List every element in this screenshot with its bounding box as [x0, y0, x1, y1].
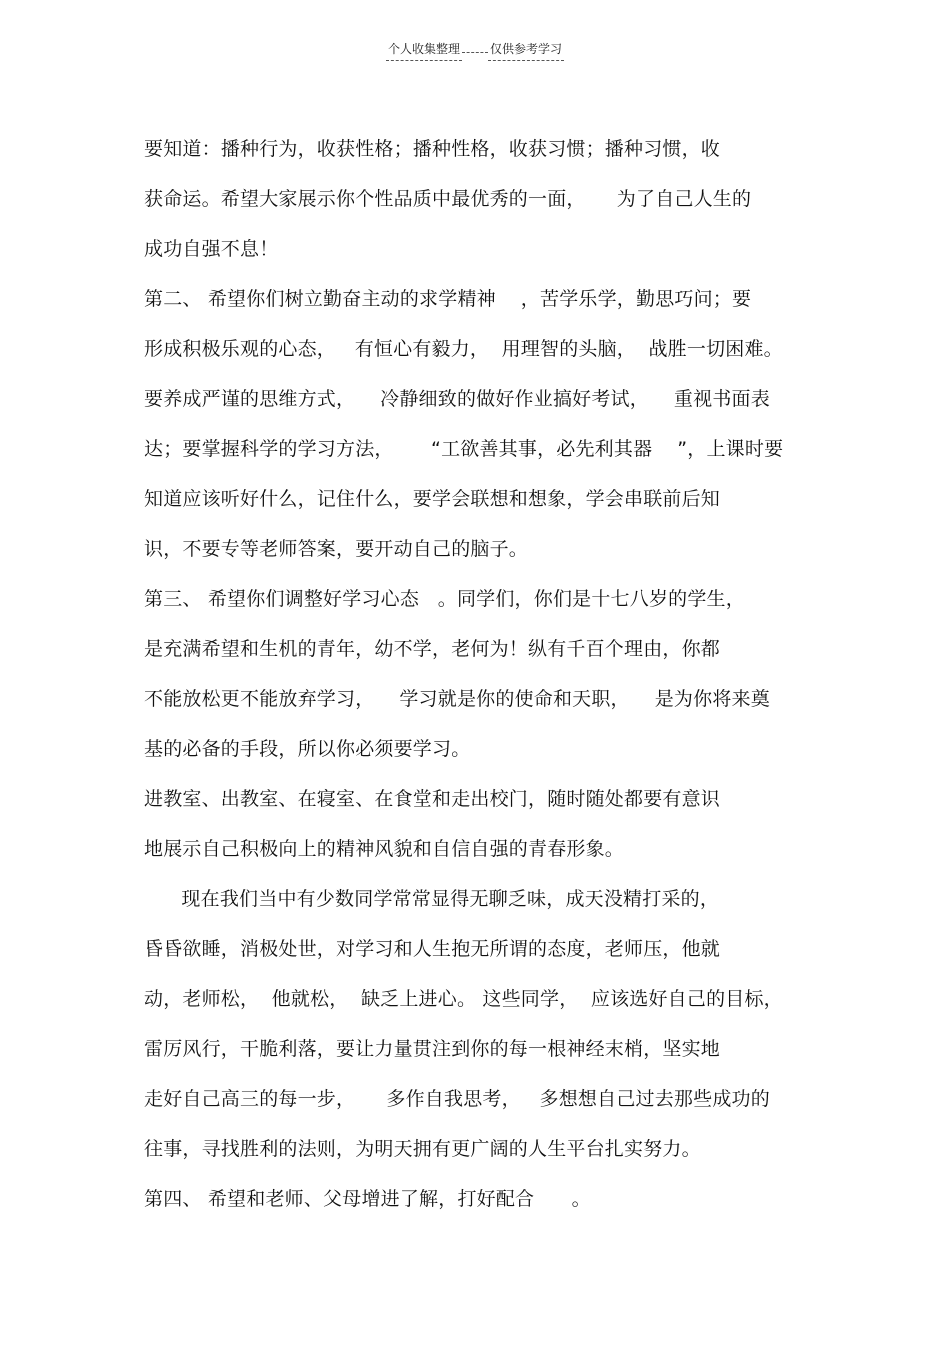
section-heading-line: 第三、 希望你们调整好学习心态 。同学们，你们是十七八岁的学生，	[144, 588, 745, 610]
header-divider	[462, 49, 488, 53]
page-header	[0, 40, 950, 61]
body-line: 基的必备的手段，所以你必须要学习。	[144, 738, 471, 760]
document-body	[144, 124, 808, 1224]
section-heading-line: 第四、 希望和老师、父母增进了解，打好配合 。	[144, 1188, 591, 1210]
body-line: 昏昏欲睡，消极处世，对学习和人生抱无所谓的态度，老师压，他就	[144, 938, 721, 960]
body-line: 识，不要专等老师答案，要开动自己的脑子。	[144, 538, 529, 560]
body-line: 达；要掌握科学的学习方法， “工欲善其事，必先利其器 ”，上课时要	[144, 438, 784, 460]
body-line: 走好自己高三的每一步， 多作自我思考， 多想想自己过去那些成功的	[144, 1088, 770, 1110]
body-line: 往事，寻找胜利的法则，为明天拥有更广阔的人生平台扎实努力。	[144, 1138, 701, 1160]
body-line: 进教室、出教室、在寝室、在食堂和走出校门，随时随处都要有意识	[144, 788, 721, 810]
body-line: 动，老师松， 他就松， 缺乏上进心。 这些同学， 应该选好自己的目标，	[144, 988, 783, 1010]
body-line: 地展示自己积极向上的精神风貌和自信自强的青春形象。	[144, 838, 625, 860]
body-line: 雷厉风行，干脆利落，要让力量贯注到你的每一根神经末梢，坚实地	[144, 1038, 721, 1060]
header-right-text: 仅供参考学习	[488, 40, 564, 61]
body-line: 现在我们当中有少数同学常常显得无聊乏味，成天没精打采的，	[144, 888, 720, 910]
header-left-text: 个人收集整理	[386, 40, 462, 61]
body-line: 成功自强不息！	[144, 238, 279, 260]
body-line: 知道应该听好什么，记住什么，要学会联想和想象，学会串联前后知	[144, 488, 721, 510]
body-line: 形成积极乐观的心态， 有恒心有毅力， 用理智的头脑， 战胜一切困难。	[144, 338, 783, 360]
body-line: 要养成严谨的思维方式， 冷静细致的做好作业搞好考试， 重视书面表	[144, 388, 770, 410]
body-line: 获命运。希望大家展示你个性品质中最优秀的一面， 为了自己人生的	[144, 188, 752, 210]
body-line: 要知道：播种行为，收获性格；播种性格，收获习惯；播种习惯，收	[144, 138, 721, 160]
body-line: 不能放松更不能放弃学习， 学习就是你的使命和天职， 是为你将来奠	[144, 688, 770, 710]
body-line: 是充满希望和生机的青年，幼不学，老何为！纵有千百个理由，你都	[144, 638, 721, 660]
section-heading-line: 第二、 希望你们树立勤奋主动的求学精神 ，苦学乐学，勤思巧问；要	[144, 288, 752, 310]
